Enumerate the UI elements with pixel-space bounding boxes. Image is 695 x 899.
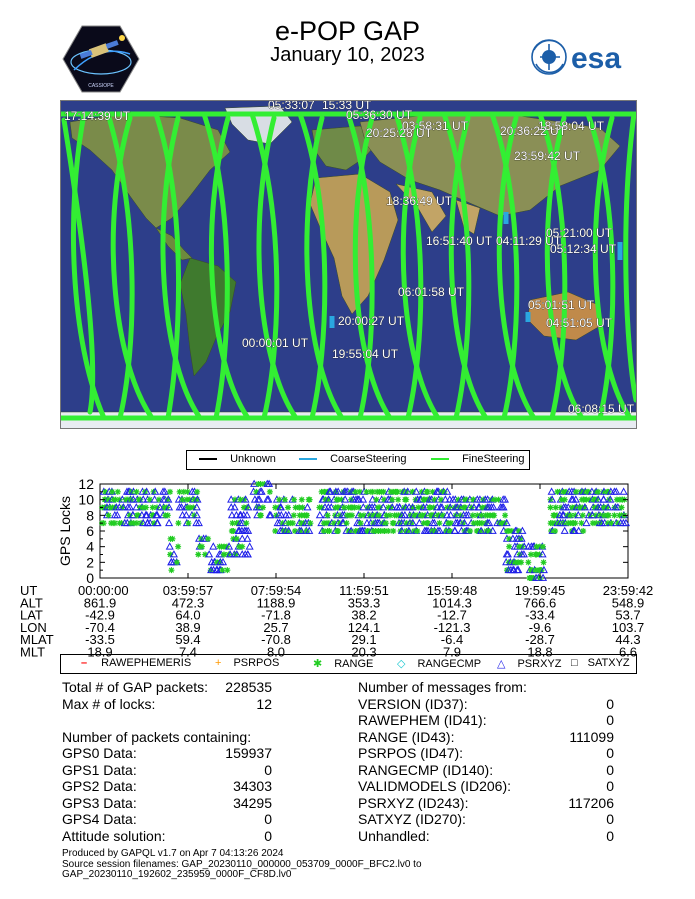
range-marker xyxy=(518,559,524,565)
stat-label: Attitude solution: xyxy=(62,827,166,844)
legend-item-fine-steering xyxy=(431,453,524,465)
range-marker xyxy=(580,512,586,518)
x-row-value: -6.4 xyxy=(440,632,464,648)
x-row-value: 7.4 xyxy=(178,644,198,660)
ground-track-map xyxy=(60,100,637,429)
range-marker xyxy=(175,520,181,526)
range-marker xyxy=(606,512,612,518)
range-marker xyxy=(291,512,297,518)
stat-label: GPS4 Data: xyxy=(62,811,137,827)
range-marker xyxy=(106,512,112,518)
svg-text:esa: esa xyxy=(571,42,622,75)
stat-label: Unhandled: xyxy=(358,827,430,844)
range-marker xyxy=(436,520,442,526)
map-time-label: 04:51:05 UT xyxy=(546,316,613,330)
stat-row xyxy=(62,811,282,828)
stat-label: GPS1 Data: xyxy=(62,761,137,778)
stat-row xyxy=(358,762,628,779)
square-marker-icon: □ xyxy=(571,657,578,669)
legend-item-rawephemeris xyxy=(81,657,191,669)
x-row-value: -33.4 xyxy=(525,607,555,623)
x-row-value: 03:59:57 xyxy=(162,583,214,598)
range-marker xyxy=(307,520,313,526)
stat-label: VERSION (ID37): xyxy=(358,695,468,712)
range-marker xyxy=(285,505,291,511)
y-tick-label: 4 xyxy=(86,538,94,555)
y-axis-label: GPS Locks xyxy=(57,495,73,567)
x-row-label: MLT xyxy=(20,644,46,660)
stat-value: 0 xyxy=(606,695,614,712)
y-tick-label: 6 xyxy=(86,523,94,539)
stat-row xyxy=(358,778,628,795)
plot-area xyxy=(99,481,629,581)
map-time-label: 20:36:22 UT xyxy=(500,124,567,138)
range-marker xyxy=(395,497,401,503)
legend-item-unknown xyxy=(199,453,276,465)
range-marker xyxy=(243,520,249,526)
x-row-value: 18.9 xyxy=(87,644,113,660)
map-time-label: 17:14:39 UT xyxy=(64,109,131,123)
stat-value: 0 xyxy=(606,745,614,761)
range-marker xyxy=(349,512,355,518)
range-marker xyxy=(109,489,115,495)
stat-label: SATXYZ (ID270): xyxy=(358,811,466,827)
stat-value: 228535 xyxy=(225,679,272,695)
x-row-value: 1188.9 xyxy=(256,595,296,611)
x-row-value: 53.7 xyxy=(615,607,641,623)
range-marker xyxy=(115,489,121,495)
x-row-value: 18.8 xyxy=(527,644,553,660)
gps-locks-chart xyxy=(0,478,695,660)
page-date: January 10, 2023 xyxy=(270,44,425,66)
stat-row xyxy=(358,712,628,729)
stat-row xyxy=(62,729,282,746)
x-row-value: 15:59:48 xyxy=(426,583,478,598)
range-marker xyxy=(403,497,409,503)
stat-row xyxy=(358,679,628,696)
x-row-value: 00:00:00 xyxy=(78,583,129,598)
x-row-value: 11:59:51 xyxy=(339,583,389,598)
x-row-value: -33.5 xyxy=(85,632,115,648)
footer-source-files: Source session filenames: GAP_20230110_000000_053709_0000F_BFC2.lv0 to xyxy=(62,858,422,870)
x-row-value: 59.4 xyxy=(175,632,201,648)
legend-label: FineSteering xyxy=(462,453,525,465)
asterisk-marker-icon: ✱ xyxy=(313,658,323,670)
legend-label: PSRXYZ xyxy=(517,658,562,670)
stat-section-label: Number of messages from: xyxy=(358,679,527,695)
range-marker xyxy=(502,512,508,518)
stat-row xyxy=(358,811,628,828)
range-marker xyxy=(205,536,211,542)
range-marker xyxy=(165,512,171,518)
stat-row-spacer xyxy=(62,712,282,729)
plus-marker-icon: + xyxy=(215,657,222,669)
stat-section-label: Number of packets containing: xyxy=(62,728,252,745)
stat-value: 0 xyxy=(264,827,272,844)
stat-label: GPS3 Data: xyxy=(62,794,137,811)
stats-left xyxy=(62,679,282,844)
x-row-value: 7.9 xyxy=(442,644,462,660)
range-marker xyxy=(390,528,396,534)
x-row-value: -70.8 xyxy=(261,632,291,648)
x-row-label: UT xyxy=(20,583,38,598)
legend-label: RAWEPHEMERIS xyxy=(101,657,192,669)
stat-row xyxy=(358,696,628,713)
map-time-label: 00:00:01 UT xyxy=(242,336,309,350)
y-tick-label: 2 xyxy=(86,554,94,571)
range-marker xyxy=(291,497,297,503)
map-time-label: 05:36:30 UT xyxy=(346,108,413,122)
legend-item-coarse-steering xyxy=(299,453,407,465)
coarse-steering-swatch xyxy=(299,458,317,460)
diamond-marker-icon: ◇ xyxy=(397,658,406,670)
map-time-label: 15:33 UT xyxy=(322,100,372,112)
range-marker xyxy=(239,544,245,550)
range-marker xyxy=(304,512,310,518)
legend-label: SATXYZ xyxy=(587,657,630,669)
stat-value: 0 xyxy=(606,761,614,778)
range-marker xyxy=(541,559,547,565)
range-marker xyxy=(194,489,200,495)
x-row-value: 64.0 xyxy=(175,607,201,623)
stat-row xyxy=(358,795,628,812)
svg-text:CASSIOPE: CASSIOPE xyxy=(88,83,114,89)
range-marker xyxy=(552,528,558,534)
x-row-label: MLAT xyxy=(20,632,54,648)
stat-row xyxy=(358,745,628,762)
map-time-label: 23:59:42 UT xyxy=(514,149,581,163)
x-row-value: -28.7 xyxy=(525,632,555,648)
x-row-label: LON xyxy=(20,619,47,635)
range-marker xyxy=(467,528,473,534)
x-row-value: 103.7 xyxy=(611,619,645,635)
stat-row xyxy=(62,679,282,696)
legend-label: RANGECMP xyxy=(417,658,482,670)
x-row-value: 861.9 xyxy=(83,595,117,611)
x-row-value: 20.3 xyxy=(351,644,377,660)
stat-value: 159937 xyxy=(225,745,272,761)
range-marker xyxy=(267,489,273,495)
legend-label: Unknown xyxy=(230,453,276,465)
x-row-value: -9.6 xyxy=(528,619,552,635)
cassiope-mission-logo xyxy=(62,24,140,94)
legend-label: CoarseSteering xyxy=(330,453,407,465)
stat-value: 0 xyxy=(606,712,614,728)
map-time-label: 03:58:31 UT xyxy=(402,119,469,133)
stat-value: 0 xyxy=(264,761,272,778)
range-marker xyxy=(282,497,288,503)
unknown-swatch xyxy=(199,458,217,460)
range-marker xyxy=(383,520,389,526)
map-time-label: 05:01:51 UT xyxy=(528,298,595,312)
stat-label: GPS2 Data: xyxy=(62,778,137,794)
map-time-label: 18:36:49 UT xyxy=(386,194,453,208)
stat-row xyxy=(62,778,282,795)
stat-row xyxy=(62,696,282,713)
fine-steering-swatch xyxy=(431,458,449,460)
x-row-value: 8.0 xyxy=(266,644,286,660)
map-time-label: 05:21:00 UT xyxy=(546,226,613,240)
x-row-value: -12.7 xyxy=(437,607,467,623)
triangle-marker-icon: △ xyxy=(497,658,506,670)
legend-item-psrxyz xyxy=(497,657,561,670)
stat-value: 34295 xyxy=(233,794,272,811)
legend-item-psrpos xyxy=(215,657,279,669)
footer-source-files-cont: GAP_20230110_192602_235959_0000F_CF8D.lv0 xyxy=(62,869,292,880)
x-row-value: -71.8 xyxy=(261,607,291,623)
map-time-label: 19:55:04 UT xyxy=(332,347,399,361)
stat-value: 0 xyxy=(606,811,614,827)
stat-label: Max # of locks: xyxy=(62,695,156,712)
range-marker xyxy=(168,567,174,573)
stat-label: RAWEPHEM (ID41): xyxy=(358,712,487,728)
range-marker xyxy=(167,489,173,495)
range-marker xyxy=(307,497,313,503)
x-row-value: 472.3 xyxy=(171,595,205,611)
map-time-label: 20:25:28 UT xyxy=(366,126,433,140)
stat-label: VALIDMODELS (ID206): xyxy=(358,778,512,794)
range-marker xyxy=(175,544,181,550)
map-time-label: 06:01:58 UT xyxy=(398,285,465,299)
range-marker xyxy=(580,528,586,534)
x-row-value: 124.1 xyxy=(347,619,381,635)
x-row-value: 19:59:45 xyxy=(514,583,566,598)
dash-marker-icon: – xyxy=(81,657,88,669)
footer xyxy=(62,849,422,881)
range-marker xyxy=(562,497,568,503)
stat-value: 34303 xyxy=(233,778,272,794)
range-marker xyxy=(290,520,296,526)
x-row-value: -121.3 xyxy=(433,619,471,635)
legend-item-rangecmp xyxy=(397,657,481,670)
stat-row xyxy=(62,762,282,779)
stat-value: 12 xyxy=(256,695,272,712)
stat-label: Total # of GAP packets: xyxy=(62,679,209,695)
range-marker xyxy=(326,528,332,534)
x-row-value: 548.9 xyxy=(611,595,645,611)
stat-value: 0 xyxy=(606,778,614,794)
stat-value: 0 xyxy=(264,811,272,827)
y-tick-label: 0 xyxy=(86,570,94,586)
range-marker xyxy=(195,552,201,558)
range-marker xyxy=(506,544,512,550)
esa-logo xyxy=(527,36,637,78)
page-title: e-POP GAP xyxy=(274,16,421,46)
y-tick-label: 12 xyxy=(78,478,94,492)
x-row-value: 766.6 xyxy=(523,595,557,611)
stat-label: PSRPOS (ID47): xyxy=(358,745,464,761)
range-marker xyxy=(335,528,341,534)
range-marker xyxy=(174,559,180,565)
range-marker xyxy=(325,512,331,518)
range-marker xyxy=(185,520,191,526)
range-marker xyxy=(199,544,205,550)
legend-item-satxyz xyxy=(571,657,630,669)
stats-right xyxy=(358,679,628,844)
stat-value: 111099 xyxy=(569,728,614,745)
map-time-label: 05:33:07 xyxy=(268,100,315,112)
stat-row xyxy=(358,828,628,845)
x-row-value: 29.1 xyxy=(351,632,377,648)
range-marker xyxy=(299,497,305,503)
range-marker xyxy=(572,520,578,526)
legend-item-range xyxy=(313,657,373,670)
x-row-value: 6.6 xyxy=(618,644,638,660)
footer-produced-by: Produced by GAPQL v1.7 on Apr 7 04:13:26 2024 xyxy=(62,848,284,859)
stat-row xyxy=(62,745,282,762)
range-marker xyxy=(344,520,350,526)
x-row-value: 25.7 xyxy=(263,619,289,635)
x-row-value: 23:59:42 xyxy=(602,583,654,598)
stat-label: PSRXYZ (ID243): xyxy=(358,794,469,811)
range-marker xyxy=(553,505,559,511)
range-marker xyxy=(595,489,601,495)
range-marker xyxy=(260,505,266,511)
stat-value: 0 xyxy=(606,827,614,844)
x-row-label: LAT xyxy=(20,607,43,623)
x-row-value: 44.3 xyxy=(615,632,641,648)
x-row-value: 353.3 xyxy=(347,595,381,611)
map-time-label: 16:51:40 UT xyxy=(426,234,493,248)
stat-row xyxy=(62,795,282,812)
stat-label: RANGECMP (ID140): xyxy=(358,761,494,778)
range-marker xyxy=(258,512,264,518)
y-tick-label: 10 xyxy=(78,491,94,508)
x-row-value: 38.2 xyxy=(351,607,377,623)
stat-value: 117206 xyxy=(568,794,614,811)
range-marker xyxy=(389,497,395,503)
range-marker xyxy=(414,528,420,534)
map-time-label: 18:58:04 UT xyxy=(538,119,605,133)
x-row-value: -42.9 xyxy=(85,607,115,623)
range-marker xyxy=(547,505,553,511)
stat-row xyxy=(62,828,282,845)
y-tick-label: 8 xyxy=(86,507,94,524)
range-marker xyxy=(224,567,230,573)
legend-label: RANGE xyxy=(334,658,374,670)
range-marker xyxy=(134,489,140,495)
stat-row xyxy=(358,729,628,746)
range-marker xyxy=(540,544,546,550)
map-time-label: 06:08:15 UT xyxy=(568,402,635,416)
x-row-label: ALT xyxy=(20,595,43,611)
range-marker xyxy=(358,520,364,526)
range-marker xyxy=(143,505,149,511)
x-row-value: -70.4 xyxy=(85,619,115,635)
range-marker xyxy=(619,505,625,511)
x-row-value: 07:59:54 xyxy=(250,583,302,598)
range-marker xyxy=(491,512,497,518)
map-legend xyxy=(186,450,530,470)
map-time-label: 04:11:29 UT xyxy=(496,234,562,248)
range-marker xyxy=(525,559,531,565)
legend-label: PSRPOS xyxy=(233,657,280,669)
stat-label: GPS0 Data: xyxy=(62,745,137,761)
map-time-label: 20:00:27 UT xyxy=(338,314,405,328)
x-row-value: 1014.3 xyxy=(432,595,472,611)
stat-label: RANGE (ID43): xyxy=(358,728,455,745)
x-row-value: 38.9 xyxy=(175,619,201,635)
map-time-label: 05:12:34 UT xyxy=(550,242,617,256)
range-marker xyxy=(170,536,176,542)
message-type-legend xyxy=(60,654,637,674)
